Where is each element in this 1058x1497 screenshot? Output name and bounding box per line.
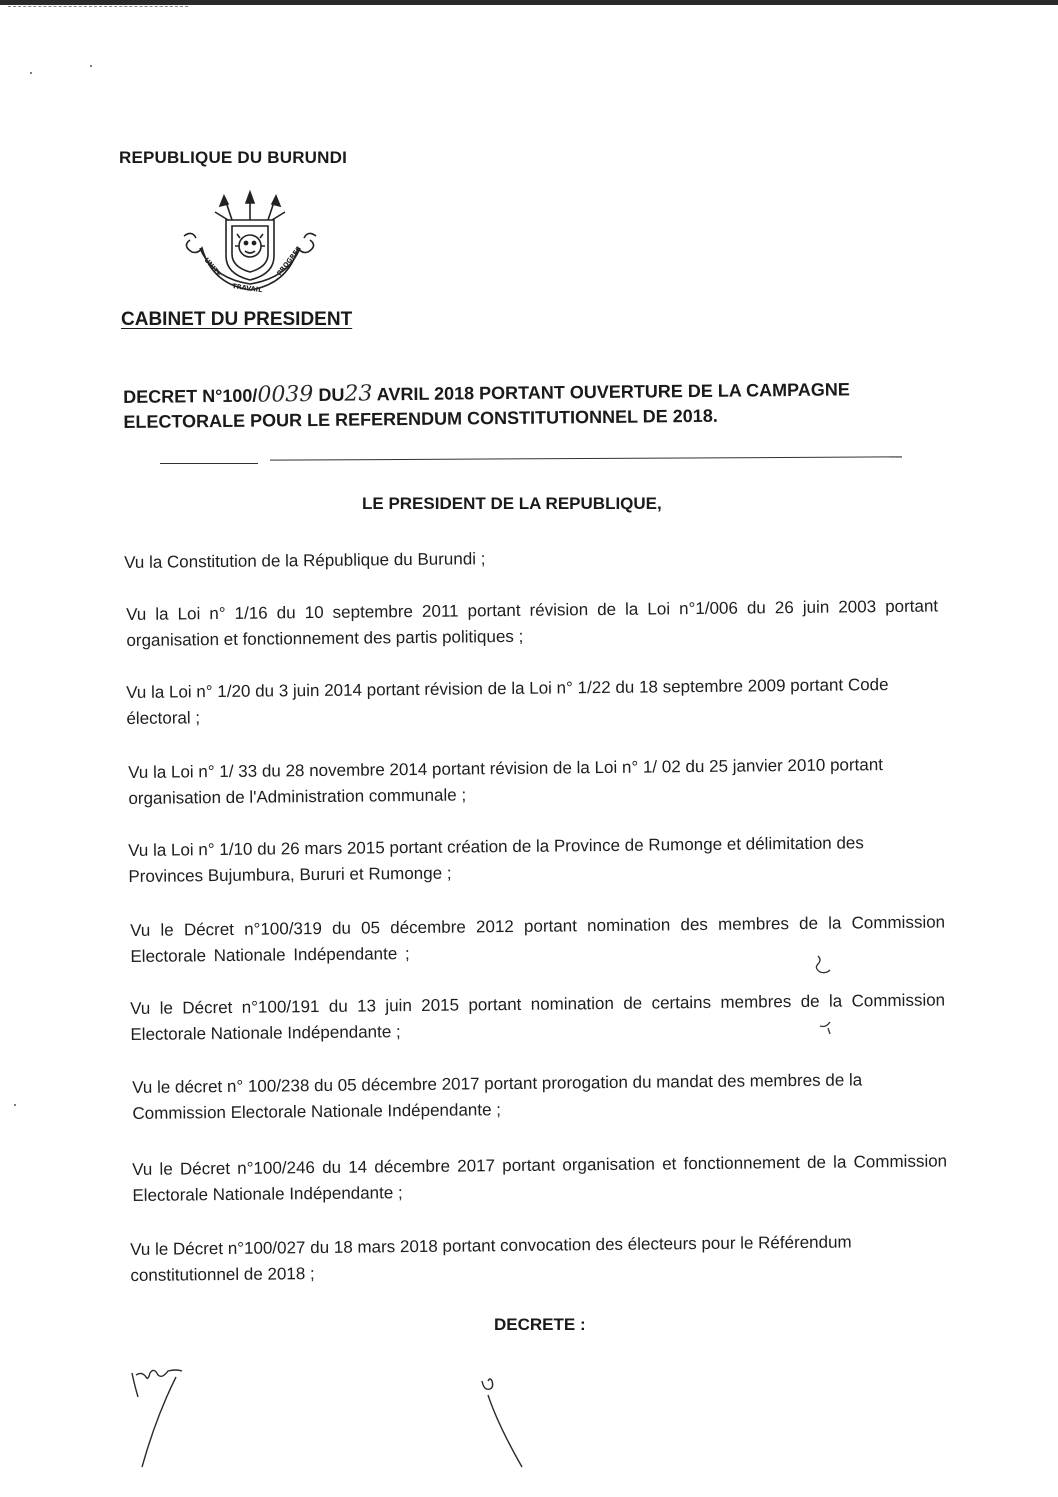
visa-paragraph: Vu la Loi n° 1/10 du 26 mars 2015 portant création de la Province de Rumonge et délimitation des Provinces Bujumbura, Bururi et Rumonge ; <box>128 833 864 886</box>
scan-speck <box>14 1104 16 1106</box>
title-underline <box>270 456 902 460</box>
svg-text:PROGRES: PROGRES <box>275 244 303 278</box>
decree-day-handwritten: 23 <box>344 381 373 407</box>
decrete-heading: DECRETE : <box>494 1315 586 1334</box>
decree-prefix: DECRET N°100/ <box>123 385 258 407</box>
margin-scribble <box>810 950 850 1050</box>
visa-paragraph: Vu le Décret n°100/246 du 14 décembre 2017 portant organisation et fonctionnement de la Commission Electorale Nationale Indépendante ; <box>132 1151 948 1205</box>
scan-edge <box>0 0 1058 5</box>
scan-speck <box>30 72 32 74</box>
republic-heading: REPUBLIQUE DU BURUNDI <box>119 148 348 167</box>
president-heading: LE PRESIDENT DE LA REPUBLIQUE, <box>362 494 662 513</box>
visa-paragraph: Vu la Loi n° 1/20 du 3 juin 2014 portant révision de la Loi n° 1/22 du 18 septembre 2009 portant Code électoral ; <box>126 675 889 728</box>
cabinet-heading: CABINET DU PRESIDENT <box>121 309 353 330</box>
visa-paragraph: Vu la Loi n° 1/ 33 du 28 novembre 2014 portant révision de la Loi n° 1/ 02 du 25 janvier 2010 portant organisation de l'Administration communale ; <box>128 755 884 808</box>
visa-paragraph: Vu le décret n° 100/238 du 05 décembre 2017 portant prorogation du mandat des membres de la Commission Electorale Nationale Indépendante ; <box>132 1070 863 1123</box>
decree-title-rest: AVRIL 2018 PORTANT OUVERTURE DE LA CAMPAGNE ELECTORALE POUR LE REFERENDUM CONSTITUTIONNEL DE 2018. <box>123 379 850 432</box>
scan-speck <box>90 65 92 67</box>
svg-text:UNITE: UNITE <box>202 256 223 279</box>
visa-paragraph: Vu la Constitution de la République du Burundi ; <box>124 549 486 572</box>
decree-du: DU <box>318 384 345 405</box>
visa-paragraph: Vu le Décret n°100/191 du 13 juin 2015 portant nomination de certains membres de la Commission Electorale Nationale Indépendante ; <box>130 990 946 1044</box>
decree-title <box>123 375 938 435</box>
coat-of-arms-emblem <box>180 190 320 302</box>
title-underline <box>160 463 258 464</box>
visa-paragraph: Vu le Décret n°100/027 du 18 mars 2018 portant convocation des électeurs pour le Référendum constitutionnel de 2018 ; <box>130 1232 852 1285</box>
visa-paragraph: Vu la Loi n° 1/16 du 10 septembre 2011 portant révision de la Loi n°1/006 du 26 juin 2003 portant organisation et fonctionnement des partis politiques ; <box>126 596 939 650</box>
scan-marks <box>8 6 188 10</box>
handwritten-initials <box>128 1365 188 1475</box>
visa-paragraph: Vu le Décret n°100/319 du 05 décembre 2012 portant nomination des membres de la Commission Electorale Nationale Indépendante ; <box>130 912 946 966</box>
decree-number-handwritten: 0039 <box>257 382 314 408</box>
svg-text:TRAVAIL: TRAVAIL <box>231 282 263 295</box>
handwritten-initials <box>478 1375 528 1475</box>
